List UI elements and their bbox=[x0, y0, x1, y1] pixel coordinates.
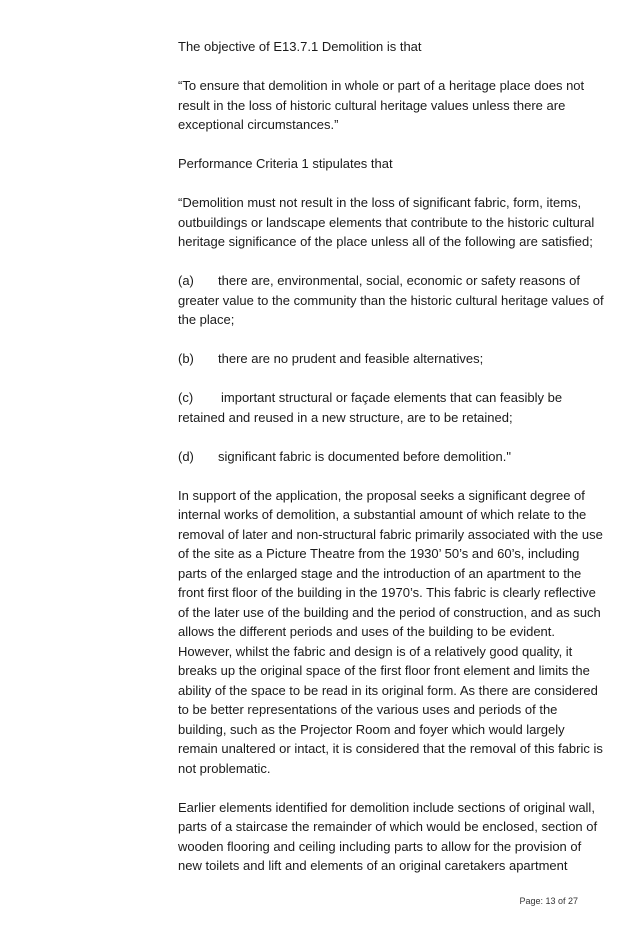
criterion-a bbox=[178, 271, 602, 330]
text-line: allows the different periods and uses of the building to be evident. bbox=[178, 624, 556, 639]
text-line: However, whilst the fabric and design is of a relatively good quality, it bbox=[178, 643, 573, 659]
text-line: “Demolition must not result in the loss of significant fabric, form, items, bbox=[178, 195, 582, 210]
page-number: Page: 13 of 27 bbox=[519, 896, 578, 906]
text-line: ability of the space to be read in its original form. As there are considered bbox=[178, 682, 598, 698]
page-footer bbox=[178, 895, 578, 907]
support-paragraph bbox=[178, 486, 602, 779]
text-line: greater value to the community than the historic cultural heritage values of bbox=[178, 292, 604, 308]
text-line: not problematic. bbox=[178, 760, 271, 776]
criterion-label: (d) bbox=[178, 448, 194, 464]
criterion-label: (a) bbox=[178, 273, 194, 288]
text-line: retained and reused in a new structure, are to be retained; bbox=[178, 409, 513, 425]
text-line: wooden flooring and ceiling including parts to allow for the provision of bbox=[178, 838, 582, 854]
text-line: exceptional circumstances.” bbox=[178, 117, 339, 132]
criteria-intro bbox=[178, 154, 602, 174]
criterion-text: there are, environmental, social, economic or safety reasons of bbox=[218, 273, 581, 288]
objective-intro bbox=[178, 37, 602, 57]
text-line: The objective of E13.7.1 Demolition is that bbox=[178, 39, 422, 54]
text-line: “To ensure that demolition in whole or part of a heritage place does not bbox=[178, 78, 585, 93]
criteria-quote bbox=[178, 193, 602, 252]
text-line: breaks up the original space of the first floor front element and limits the bbox=[178, 663, 590, 678]
criterion-text: important structural or façade elements that can feasibly be bbox=[221, 390, 563, 405]
criterion-text: significant fabric is documented before demolition." bbox=[218, 448, 511, 464]
text-line: to be better representations of the various uses and periods of the bbox=[178, 702, 558, 717]
text-line: remain unaltered or intact, it is considered that the removal of this fabric is bbox=[178, 741, 603, 756]
text-line: parts of the enlarged stage and the introduction of an apartment to the bbox=[178, 565, 582, 581]
criterion-c bbox=[178, 388, 602, 427]
text-line: internal works of demolition, a substantial amount of which relate to the bbox=[178, 507, 587, 522]
criterion-d bbox=[178, 447, 602, 467]
text-line: the place; bbox=[178, 312, 235, 327]
text-line: of the site as a Picture Theatre from the 1930’ 50’s and 60’s, including bbox=[178, 546, 580, 561]
criterion-text: there are no prudent and feasible alternatives; bbox=[218, 351, 484, 366]
criterion-label: (b) bbox=[178, 351, 194, 366]
text-line bbox=[178, 349, 602, 369]
text-line: removal of later and non-structural fabric primarily associated with the use bbox=[178, 526, 603, 542]
text-line bbox=[178, 388, 602, 408]
text-line: result in the loss of historic cultural heritage values unless there are bbox=[178, 97, 566, 113]
text-line: front first floor of the building in the 1970’s. This fabric is clearly reflective bbox=[178, 585, 596, 600]
text-line: of the later use of the building and the period of construction, and as such bbox=[178, 604, 601, 620]
text-line bbox=[178, 271, 602, 291]
text-line: Earlier elements identified for demolition include sections of original wall, bbox=[178, 799, 595, 815]
objective-quote bbox=[178, 76, 602, 135]
text-line: outbuildings or landscape elements that contribute to the historic cultural bbox=[178, 214, 595, 230]
text-line: parts of a staircase the remainder of which would be enclosed, section of bbox=[178, 819, 598, 834]
criterion-label: (c) bbox=[178, 390, 194, 405]
text-line bbox=[178, 447, 602, 467]
earlier-elements-paragraph bbox=[178, 798, 602, 876]
page-content bbox=[178, 37, 602, 876]
text-line: In support of the application, the proposal seeks a significant degree of bbox=[178, 487, 585, 503]
text-line: Performance Criteria 1 stipulates that bbox=[178, 156, 393, 171]
text-line: new toilets and lift and elements of an original caretakers apartment bbox=[178, 858, 568, 873]
text-line: building, such as the Projector Room and foyer which would largely bbox=[178, 721, 565, 737]
text-line: heritage significance of the place unless all of the following are satisfied; bbox=[178, 234, 593, 249]
criterion-b bbox=[178, 349, 602, 369]
